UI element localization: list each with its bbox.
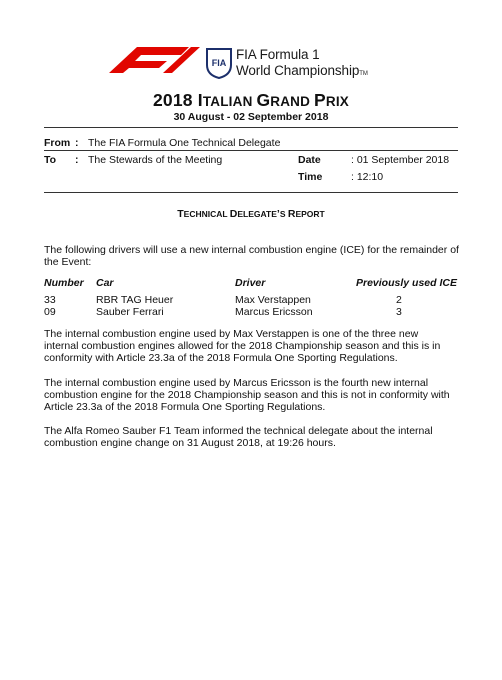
report-title-w3-initial: R [287,208,296,220]
time-label: Time [298,171,323,183]
row2-previously-used-ice: 3 [396,306,402,318]
event-title-w3-rest: RIX [325,94,350,109]
trademark-mark: TM [359,71,368,77]
to-label: To [44,154,57,166]
report-title-w1-rest: ECHNICAL [183,209,230,219]
divider-bottom [44,192,458,193]
intro-paragraph: The following drivers will use a new internal combustion engine (ICE) for the remainder of the Event: [44,244,459,269]
row2-number: 09 [44,306,56,318]
report-title-w2-initial: D [229,208,238,220]
time-value: : 12:10 [351,171,384,183]
fia-title-line2-text: World Championship [236,63,360,78]
paragraph-sauber-team: The Alfa Romeo Sauber F1 Team informed the technical delegate about the internal combustion engine change on 31 August 2018, at 19:26 hours. [44,425,433,450]
row1-car: RBR TAG Heuer [96,294,174,306]
from-value: The FIA Formula One Technical Delegate [88,137,281,149]
event-title [0,90,502,111]
fia-title-line1: FIA Formula 1 [236,47,320,62]
to-value: The Stewards of the Meeting [88,154,223,166]
fia-championship-title [236,47,368,82]
divider-from [44,150,458,151]
report-title-w3-rest: EPORT [295,209,325,219]
event-title-w1-initial: I [197,90,203,110]
row2-car: Sauber Ferrari [96,306,164,318]
row2-driver: Marcus Ericsson [235,306,313,318]
report-title-w1-initial: T [177,208,184,220]
col-header-previously-used-ice: Previously used ICE [356,277,457,289]
event-title-w2-initial: G [256,90,271,110]
report-title-w2-rest: ELEGATE [237,209,277,219]
date-value: : 01 September 2018 [351,154,450,166]
divider-top [44,127,458,128]
report-title-apostrophe: ’ [276,208,280,220]
event-title-year: 2018 [152,90,198,110]
row1-driver: Max Verstappen [235,294,311,306]
event-title-w3-initial: P [314,90,326,110]
event-title-w2-rest: RAND [270,94,315,109]
row1-previously-used-ice: 2 [396,294,402,306]
col-header-number: Number [44,277,84,289]
to-colon: : [75,154,79,166]
report-title [0,208,502,220]
from-colon: : [75,137,79,149]
paragraph-verstappen: The internal combustion engine used by Max Verstappen is one of the three new internal combustion engines allowed for the 2018 Championship season and this is in conformity with Article 23.3a of the 2018 Formula One Sporting Regulations. [44,328,441,365]
from-label: From [44,137,71,149]
event-dates: 30 August - 02 September 2018 [173,111,329,123]
fia-emblem-text: FIA [211,58,227,68]
col-header-car: Car [96,277,114,289]
col-header-driver: Driver [235,277,266,289]
fia-emblem-icon [205,47,233,79]
row1-number: 33 [44,294,56,306]
report-title-w2-s: S [279,209,288,219]
fia-title-line2 [236,63,368,82]
f1-logo [101,45,201,75]
date-label: Date [298,154,321,166]
event-title-w1-rest: TALIAN [202,94,257,109]
paragraph-ericsson: The internal combustion engine used by Marcus Ericsson is the fourth new internal combustion engine for the 2018 Championship season and this is not in conformity with Article 23.3a of the 2018 Formula One Sporting Regulations. [44,377,450,414]
